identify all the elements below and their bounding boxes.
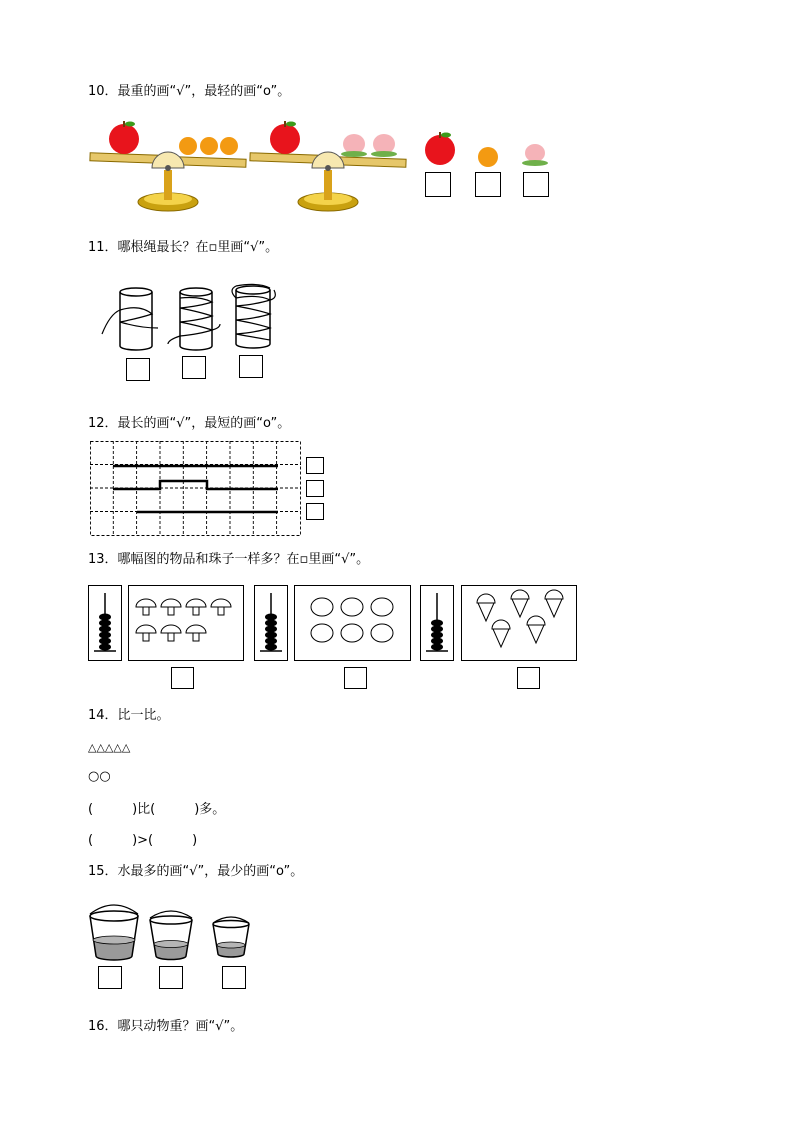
abacus-beads (99, 614, 111, 651)
compare-inequality[interactable]: ( )>( ) (88, 833, 198, 848)
circles-row: ○○ (88, 769, 111, 784)
question-16: 16．哪只动物重？画“√”。 (88, 1019, 244, 1034)
abacus-beads (431, 620, 443, 651)
ice-cream-icon (477, 590, 563, 647)
triangles-row: △△△△△ (88, 741, 131, 754)
question-14: 14．比一比。 (88, 708, 170, 723)
compare-sentence[interactable]: ( )比( )多。 (88, 802, 226, 817)
q13-picture-2 (254, 585, 412, 661)
peach-icon (520, 142, 550, 168)
tomato-icon (311, 598, 393, 642)
question-10: 10．最重的画“√”，最轻的画“o”。 (88, 84, 291, 99)
bucket-3 (210, 916, 252, 960)
apple-icon (270, 121, 300, 154)
balance-scale-2 (248, 118, 408, 214)
bucket-2 (146, 910, 196, 962)
answer-box-bucket-3[interactable] (222, 966, 246, 989)
rope-cylinder-3 (218, 280, 288, 350)
answer-box-picture-3[interactable] (517, 667, 540, 689)
bucket-1 (86, 904, 142, 962)
answer-box-orange[interactable] (475, 172, 501, 197)
answer-box-rope-1[interactable] (126, 358, 150, 381)
answer-box-peach[interactable] (523, 172, 549, 197)
abacus-beads (265, 614, 277, 651)
answer-box-line-2[interactable] (306, 480, 324, 497)
answer-box-rope-3[interactable] (239, 355, 263, 378)
answer-box-line-3[interactable] (306, 503, 324, 520)
answer-box-apple[interactable] (425, 172, 451, 197)
apple-icon (422, 130, 458, 166)
question-13: 13．哪幅图的物品和珠子一样多？在▫里画“√”。 (88, 552, 370, 567)
answer-box-bucket-2[interactable] (159, 966, 183, 989)
answer-box-bucket-1[interactable] (98, 966, 122, 989)
peach-icon (341, 134, 397, 157)
answer-box-line-1[interactable] (306, 457, 324, 474)
answer-box-picture-2[interactable] (344, 667, 367, 689)
orange-icon (179, 137, 238, 155)
balance-scale-1 (88, 118, 248, 214)
q13-picture-1 (88, 585, 244, 661)
answer-box-picture-1[interactable] (171, 667, 194, 689)
apple-icon (109, 121, 139, 154)
answer-box-rope-2[interactable] (182, 356, 206, 379)
orange-icon (477, 146, 499, 168)
question-11: 11．哪根绳最长？在▫里画“√”。 (88, 240, 279, 255)
question-15: 15．水最多的画“√”，最少的画“o”。 (88, 864, 304, 879)
length-grid (90, 441, 302, 537)
q13-picture-3 (420, 585, 578, 661)
question-12: 12．最长的画“√”，最短的画“o”。 (88, 416, 291, 431)
mushroom-icon (136, 599, 231, 641)
